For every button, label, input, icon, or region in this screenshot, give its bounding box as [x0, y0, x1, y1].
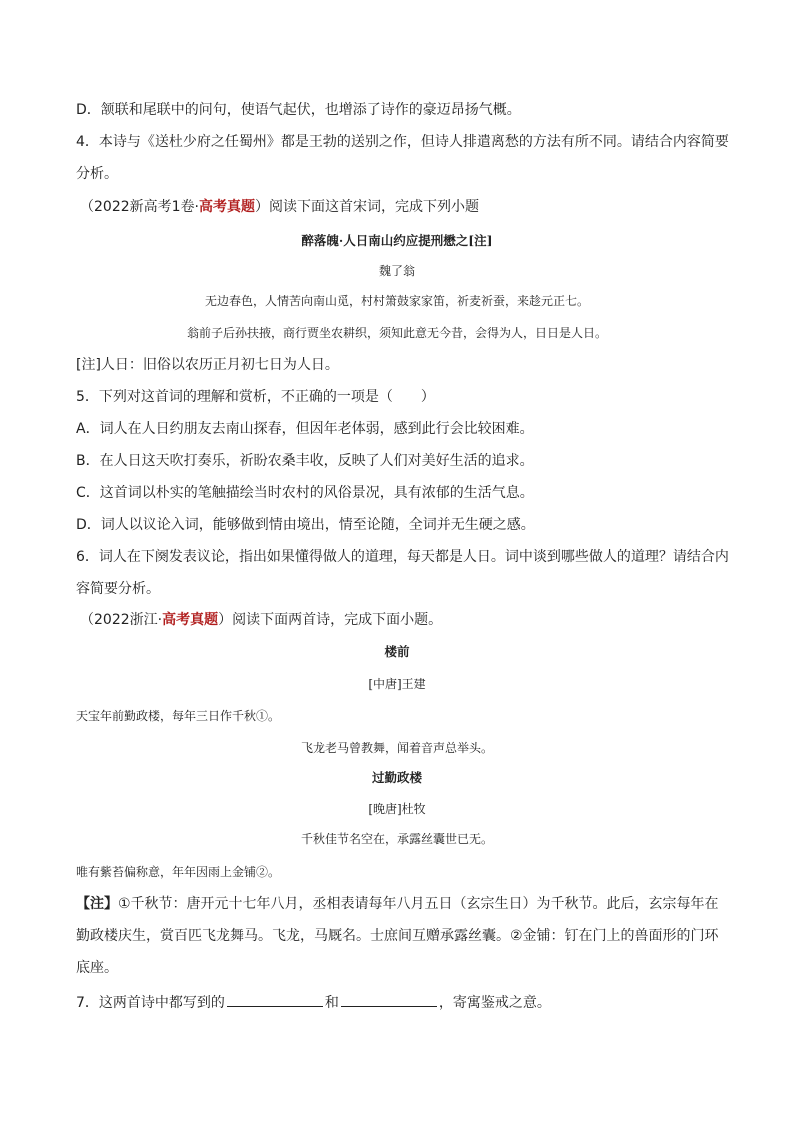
question-5: 5．下列对这首词的理解和赏析，不正确的一项是（ ） [76, 389, 435, 405]
question-5-option-d: D．词人以议论入词，能够做到情由境出，情至论随，全词并无生硬之感。 [76, 517, 535, 533]
question-5-option-b: B．在人日这天吹打奏乐，祈盼农桑丰收，反映了人们对美好生活的追求。 [76, 453, 534, 469]
poem3-title: 过勤政楼 [371, 770, 422, 785]
poem3-author: [晚唐]杜牧 [368, 802, 426, 816]
line-option-d-prev: D．颔联和尾联中的问句，使语气起伏，也增添了诗作的豪迈昂扬气概。 [76, 102, 521, 118]
source-highlight: 高考真题 [199, 199, 255, 215]
answer-blank-1[interactable] [227, 992, 323, 1007]
poem2-author: [中唐]王建 [368, 677, 426, 691]
poem2-line1: 天宝年前勤政楼，每年三日作千秋①。 [76, 709, 281, 723]
source-suffix: ）阅读下面这首宋词，完成下列小题 [255, 199, 479, 215]
poem3-line1: 千秋佳节名空在，承露丝囊世已无。 [300, 832, 493, 846]
poem2-line2: 飞龙老马曾教舞，闻着音声总举头。 [300, 741, 493, 755]
question-6: 6．词人在下阕发表议论，指出如果懂得做人的道理，每天都是人日。词中谈到哪些做人的道理？请结合内 [76, 549, 729, 565]
poem3-line2: 唯有紫苔偏称意，年年因雨上金铺②。 [76, 865, 281, 879]
source-2 [80, 610, 442, 630]
q7-after: ，寄寓鉴戒之意。 [438, 995, 551, 1011]
poem1-author: 魏了翁 [378, 264, 415, 278]
question-4: 4．本诗与《送杜少府之任蜀州》都是王勃的送别之作，但诗人排遣离愁的方法有所不同。请结合内容简要 [76, 134, 729, 150]
source-highlight: 高考真题 [162, 612, 219, 628]
source-1 [80, 197, 479, 217]
poem1-line1: 无边春色，人情苦向南山觅，村村箫鼓家家笛，祈麦祈蚕，来趁元正七。 [204, 294, 589, 308]
source-suffix: ）阅读下面两首诗，完成下面小题。 [218, 612, 443, 628]
poem1-line2: 翁前子后孙扶掖，商行贾坐农耕织，须知此意无今昔，会得为人，日日是人日。 [186, 326, 607, 340]
notes-text: ①千秋节：唐开元十七年八月，丞相表请每年八月五日（玄宗生日）为千秋节。此后，玄宗每年在 [118, 896, 719, 912]
poem1-note: [注]人日：旧俗以农历正月初七日为人日。 [76, 357, 339, 373]
question-5-option-c: C．这首词以朴实的笔触描绘当时农村的风俗景况，具有浓郁的生活气息。 [76, 485, 534, 501]
question-5-option-a: A．词人在人日约朋友去南山探春，但因年老体弱，感到此行会比较困难。 [76, 421, 534, 437]
source-prefix: （2022新高考1卷· [80, 199, 199, 215]
poem2-title: 楼前 [384, 644, 410, 659]
question-7 [76, 992, 551, 1013]
answer-blank-2[interactable] [341, 992, 437, 1007]
notes-label: 【注】 [76, 896, 118, 912]
poem1-title: 醉落魄·人日南山约应提刑懋之[注] [301, 233, 493, 248]
notes-line2: 勤政楼庆生，赏百匹飞龙舞马。飞龙，马厩名。士庶间互赠承露丝囊。②金铺：钉在门上的兽面形的门环 [76, 928, 719, 944]
question-6-cont: 容简要分析。 [76, 581, 160, 597]
notes-line3: 底座。 [76, 960, 118, 976]
question-4-cont: 分析。 [76, 166, 118, 182]
q7-mid: 和 [324, 995, 339, 1011]
q7-before: 7．这两首诗中都写到的 [76, 995, 225, 1011]
source-prefix: （2022浙江· [80, 612, 163, 628]
notes-line1 [76, 894, 719, 914]
